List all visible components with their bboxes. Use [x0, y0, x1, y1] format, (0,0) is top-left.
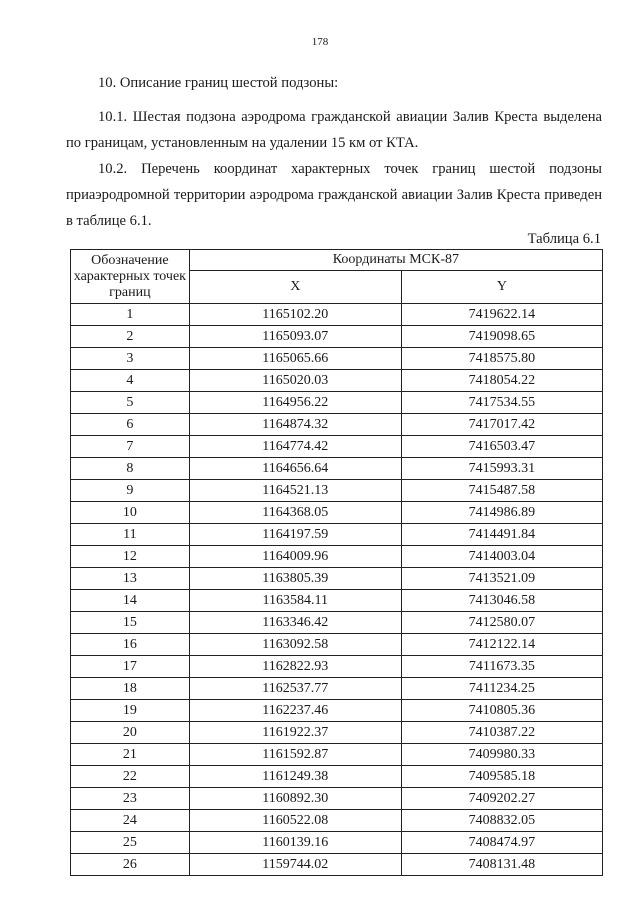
cell-point-number: 12: [71, 546, 190, 568]
cell-x: 1164009.96: [189, 546, 401, 568]
coordinates-table: [70, 249, 603, 876]
cell-point-number: 2: [71, 326, 190, 348]
cell-x: 1161592.87: [189, 744, 401, 766]
cell-point-number: 8: [71, 458, 190, 480]
cell-y: 7418575.80: [401, 348, 602, 370]
table-row: [71, 326, 603, 348]
table-row: [71, 392, 603, 414]
table-row: [71, 612, 603, 634]
cell-x: 1164368.05: [189, 502, 401, 524]
header-x: X: [189, 271, 401, 304]
cell-x: 1164956.22: [189, 392, 401, 414]
cell-y: 7408131.48: [401, 854, 602, 876]
table-row: [71, 568, 603, 590]
cell-x: 1163092.58: [189, 634, 401, 656]
cell-x: 1164874.32: [189, 414, 401, 436]
cell-point-number: 25: [71, 832, 190, 854]
table-row: [71, 744, 603, 766]
cell-y: 7417534.55: [401, 392, 602, 414]
table-row: [71, 590, 603, 612]
cell-x: 1164197.59: [189, 524, 401, 546]
cell-point-number: 20: [71, 722, 190, 744]
cell-y: 7413521.09: [401, 568, 602, 590]
cell-y: 7409202.27: [401, 788, 602, 810]
header-coordinates-group: Координаты МСК-87: [189, 250, 602, 271]
cell-point-number: 1: [71, 304, 190, 326]
cell-x: 1165065.66: [189, 348, 401, 370]
cell-x: 1159744.02: [189, 854, 401, 876]
cell-point-number: 22: [71, 766, 190, 788]
cell-x: 1160892.30: [189, 788, 401, 810]
cell-point-number: 4: [71, 370, 190, 392]
cell-y: 7410387.22: [401, 722, 602, 744]
cell-x: 1162822.93: [189, 656, 401, 678]
cell-y: 7410805.36: [401, 700, 602, 722]
table-row: [71, 788, 603, 810]
cell-x: 1161249.38: [189, 766, 401, 788]
cell-y: 7418054.22: [401, 370, 602, 392]
paragraph-10-1: 10.1. Шестая подзона аэродрома гражданской авиации Залив Креста выделена по границам, установленным на удалении 15 км от КТА.: [66, 109, 602, 151]
cell-x: 1164774.42: [189, 436, 401, 458]
table-row: [71, 414, 603, 436]
cell-x: 1163584.11: [189, 590, 401, 612]
table-body: [71, 304, 603, 876]
cell-x: 1162537.77: [189, 678, 401, 700]
cell-point-number: 5: [71, 392, 190, 414]
table-row: [71, 700, 603, 722]
cell-y: 7419622.14: [401, 304, 602, 326]
cell-y: 7415487.58: [401, 480, 602, 502]
cell-x: 1164656.64: [189, 458, 401, 480]
header-y: Y: [401, 271, 602, 304]
table-row: [71, 678, 603, 700]
cell-x: 1164521.13: [189, 480, 401, 502]
page-number: 178: [311, 36, 329, 48]
table-caption: Таблица 6.1: [527, 231, 601, 247]
table-row: [71, 546, 603, 568]
table-row: [71, 436, 603, 458]
cell-point-number: 11: [71, 524, 190, 546]
cell-point-number: 24: [71, 810, 190, 832]
cell-y: 7417017.42: [401, 414, 602, 436]
header-designation: Обозначение характерных точек границ: [71, 250, 190, 304]
cell-point-number: 19: [71, 700, 190, 722]
cell-y: 7413046.58: [401, 590, 602, 612]
cell-point-number: 13: [71, 568, 190, 590]
cell-point-number: 10: [71, 502, 190, 524]
cell-point-number: 16: [71, 634, 190, 656]
cell-x: 1165093.07: [189, 326, 401, 348]
table-row: [71, 370, 603, 392]
cell-y: 7414986.89: [401, 502, 602, 524]
cell-y: 7408474.97: [401, 832, 602, 854]
table-row: [71, 634, 603, 656]
table-row: [71, 348, 603, 370]
table-row: [71, 832, 603, 854]
cell-x: 1160139.16: [189, 832, 401, 854]
cell-point-number: 6: [71, 414, 190, 436]
cell-point-number: 17: [71, 656, 190, 678]
cell-y: 7414491.84: [401, 524, 602, 546]
cell-point-number: 3: [71, 348, 190, 370]
section-heading: 10. Описание границ шестой подзоны:: [98, 75, 339, 91]
cell-y: 7409980.33: [401, 744, 602, 766]
cell-x: 1160522.08: [189, 810, 401, 832]
table-row: [71, 304, 603, 326]
cell-x: 1165020.03: [189, 370, 401, 392]
cell-point-number: 7: [71, 436, 190, 458]
cell-x: 1161922.37: [189, 722, 401, 744]
cell-y: 7419098.65: [401, 326, 602, 348]
cell-y: 7412122.14: [401, 634, 602, 656]
cell-point-number: 15: [71, 612, 190, 634]
cell-y: 7409585.18: [401, 766, 602, 788]
table-row: [71, 722, 603, 744]
cell-y: 7414003.04: [401, 546, 602, 568]
table-row: [71, 480, 603, 502]
cell-y: 7416503.47: [401, 436, 602, 458]
cell-x: 1163346.42: [189, 612, 401, 634]
cell-y: 7411673.35: [401, 656, 602, 678]
cell-y: 7415993.31: [401, 458, 602, 480]
table-row: [71, 854, 603, 876]
table-row: [71, 458, 603, 480]
table-row: [71, 810, 603, 832]
cell-y: 7411234.25: [401, 678, 602, 700]
cell-point-number: 18: [71, 678, 190, 700]
cell-point-number: 14: [71, 590, 190, 612]
cell-x: 1162237.46: [189, 700, 401, 722]
table-row: [71, 766, 603, 788]
table-row: [71, 656, 603, 678]
paragraph-10-2: 10.2. Перечень координат характерных точек границ шестой подзоны приаэродромной территории аэродрома гражданской авиации Залив Креста приведен в таблице 6.1.: [66, 161, 602, 229]
table-row: [71, 502, 603, 524]
cell-point-number: 21: [71, 744, 190, 766]
cell-point-number: 23: [71, 788, 190, 810]
cell-y: 7408832.05: [401, 810, 602, 832]
cell-x: 1163805.39: [189, 568, 401, 590]
cell-point-number: 9: [71, 480, 190, 502]
table-row: [71, 524, 603, 546]
cell-y: 7412580.07: [401, 612, 602, 634]
cell-x: 1165102.20: [189, 304, 401, 326]
cell-point-number: 26: [71, 854, 190, 876]
